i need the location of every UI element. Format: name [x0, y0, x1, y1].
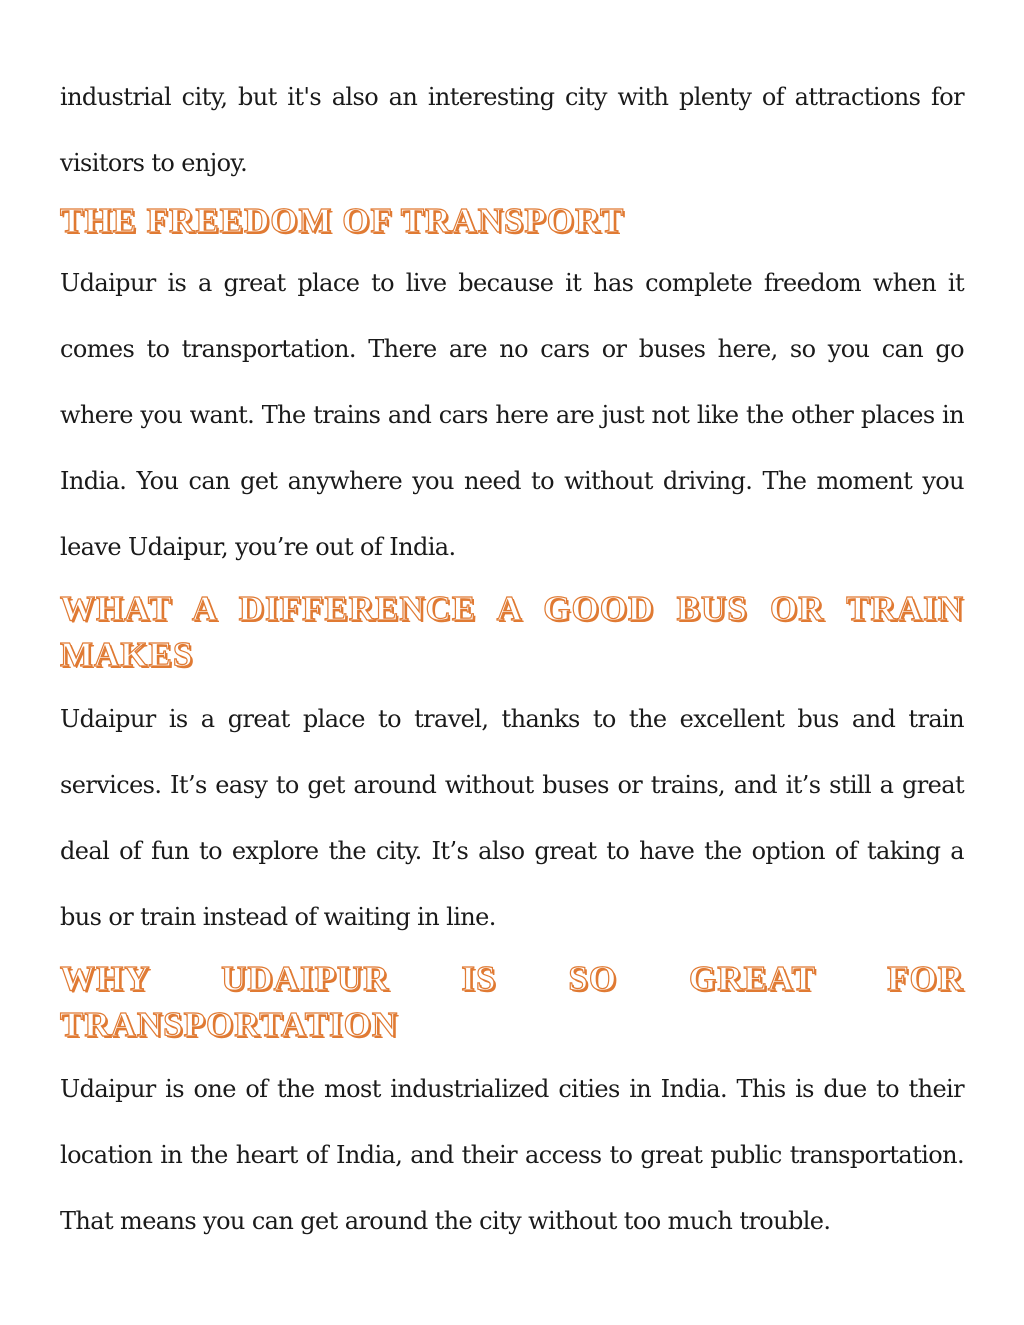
- document-page: [60, 64, 964, 1254]
- section-heading-good-bus-or-train-line2: MAKES: [60, 635, 194, 674]
- section-heading-good-bus-or-train-line1: WHAT A DIFFERENCE A GOOD BUS OR TRAIN: [60, 589, 964, 628]
- section-heading-why-udaipur-line2: TRANSPORTATION: [60, 1005, 399, 1044]
- section-heading-freedom-of-transport: THE FREEDOM OF TRANSPORT: [60, 201, 625, 240]
- section-heading-good-bus-or-train: [60, 586, 964, 678]
- intro-paragraph: industrial city, but it's also an interesting city with plenty of attractions for visitors to enjoy.: [60, 83, 964, 177]
- section-heading-why-udaipur-line1: WHY UDAIPUR IS SO GREAT FOR: [60, 959, 964, 998]
- section-body-why-udaipur: Udaipur is one of the most industrialized cities in India. This is due to their location in the heart of India, and their access to great public transportation. That means you can get around the city without too much trouble.: [60, 1075, 964, 1235]
- section-body-freedom-of-transport: Udaipur is a great place to live because it has complete freedom when it comes to transportation. There are no cars or buses here, so you can go where you want. The trains and cars here are just not like the other places in India. You can get anywhere you need to without driving. The moment you leave Udaipur, you’re out of India.: [60, 269, 964, 561]
- section-body-good-bus-or-train: Udaipur is a great place to travel, thanks to the excellent bus and train services. It’s easy to get around without buses or trains, and it’s still a great deal of fun to explore the city. It’s also great to have the option of taking a bus or train instead of waiting in line.: [60, 705, 964, 931]
- section-heading-why-udaipur: [60, 956, 964, 1048]
